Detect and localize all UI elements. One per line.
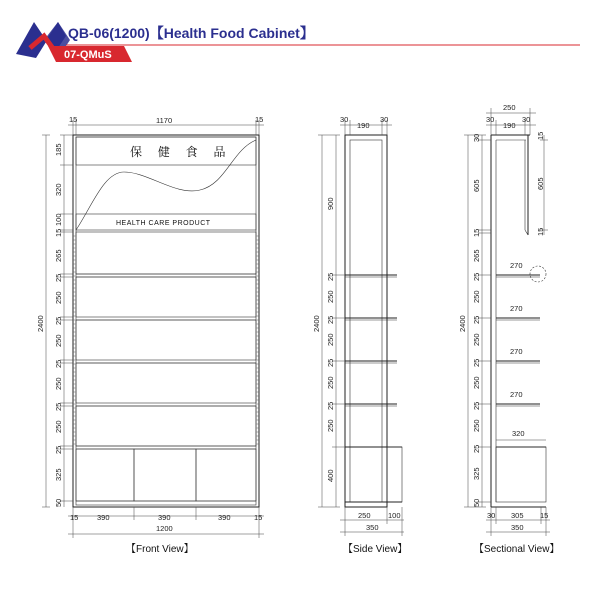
dim-front-250-c: 250 — [54, 377, 63, 390]
dim-front-bottom-390-b: 390 — [158, 513, 171, 522]
dim-sec-shelf-270-a: 270 — [510, 261, 523, 270]
dim-sec-25-c: 25 — [472, 358, 481, 367]
dim-side-bottom-350: 350 — [366, 523, 379, 532]
product-code: 07-QMuS — [64, 49, 112, 61]
sectional-sign-bracket — [525, 135, 528, 235]
dim-front-top-15-right: 15 — [255, 115, 264, 124]
dim-sec-right-15-bottom: 15 — [536, 227, 545, 236]
dim-sec-250-d: 250 — [472, 419, 481, 432]
dim-front-15: 15 — [54, 228, 63, 237]
dim-front-25-b: 25 — [54, 316, 63, 325]
side-view — [312, 115, 407, 555]
dim-side-top-30-right: 30 — [380, 115, 389, 124]
dim-sec-2400: 2400 — [458, 315, 467, 332]
dim-front-top-15-left: 15 — [69, 115, 78, 124]
dim-sec-250-a: 250 — [472, 290, 481, 303]
dim-front-250-d: 250 — [54, 420, 63, 433]
dim-side-top-30-left: 30 — [340, 115, 349, 124]
dim-side-bottom-100: 100 — [388, 511, 401, 520]
dim-front-width-1200: 1200 — [156, 524, 173, 533]
dim-side-25-a: 25 — [326, 272, 335, 281]
front-rail-ticks — [74, 236, 259, 444]
dim-front-25-e: 25 — [54, 445, 63, 454]
dim-sec-shelf-270-b: 270 — [510, 304, 523, 313]
dim-side-250-c: 250 — [326, 376, 335, 389]
dim-sec-bottom-350: 350 — [511, 523, 524, 532]
side-base-cabinet — [345, 447, 402, 502]
dim-side-25-d: 25 — [326, 401, 335, 410]
front-outer-frame — [73, 135, 259, 507]
dim-front-25-a: 25 — [54, 273, 63, 282]
dim-sec-top-250: 250 — [503, 103, 516, 112]
dim-side-25-c: 25 — [326, 358, 335, 367]
dim-sec-325: 325 — [472, 467, 481, 480]
dim-side-2400: 2400 — [312, 315, 321, 332]
dim-sec-50: 50 — [472, 498, 481, 507]
dim-sec-top-190: 190 — [503, 121, 516, 130]
dim-sec-265: 265 — [472, 249, 481, 262]
front-view — [36, 115, 264, 555]
dim-sec-top-30-right: 30 — [522, 115, 531, 124]
dim-side-250-d: 250 — [326, 419, 335, 432]
dim-front-250-b: 250 — [54, 334, 63, 347]
sign-english-text: HEALTH CARE PRODUCT — [116, 220, 211, 227]
dim-sec-bottom-305: 305 — [511, 511, 524, 520]
dim-sec-25-a: 25 — [472, 272, 481, 281]
dim-front-250-a: 250 — [54, 291, 63, 304]
dim-sec-25-e: 25 — [472, 444, 481, 453]
side-outer-frame — [345, 135, 387, 507]
dim-front-bottom-390-c: 390 — [218, 513, 231, 522]
dim-sec-top-30-left: 30 — [486, 115, 495, 124]
header — [16, 22, 580, 62]
dim-sec-right-15-top: 15 — [536, 131, 545, 140]
dim-sec-shelf-270-d: 270 — [510, 390, 523, 399]
sectional-detail-circle — [530, 266, 546, 282]
dim-sec-25-d: 25 — [472, 401, 481, 410]
dim-side-top-190: 190 — [357, 121, 370, 130]
dim-front-top-1170: 1170 — [156, 116, 173, 125]
front-base-doors — [76, 449, 256, 501]
dim-front-265: 265 — [54, 249, 63, 262]
sectional-view-caption: 【Sectional View】 — [474, 544, 560, 555]
sectional-view — [458, 103, 559, 555]
dim-sec-bottom-15: 15 — [540, 511, 549, 520]
dim-sec-30: 30 — [472, 133, 481, 142]
dim-sec-shelf-320: 320 — [512, 429, 525, 438]
dim-front-320: 320 — [54, 183, 63, 196]
dim-front-bottom-15-left: 15 — [70, 513, 79, 522]
dim-front-bottom-15-right: 15 — [254, 513, 263, 522]
dim-side-25-b: 25 — [326, 315, 335, 324]
dim-sec-shelf-270-c: 270 — [510, 347, 523, 356]
dim-sec-bottom-30: 30 — [487, 511, 496, 520]
dim-front-100: 100 — [54, 213, 63, 226]
dim-front-325: 325 — [54, 468, 63, 481]
dim-front-2400: 2400 — [36, 315, 45, 332]
dim-sec-right-605: 605 — [536, 177, 545, 190]
page-title: QB-06(1200)【Health Food Cabinet】 — [68, 25, 314, 41]
front-view-caption: 【Front View】 — [126, 544, 194, 555]
dim-front-185: 185 — [54, 143, 63, 156]
dim-sec-25-b: 25 — [472, 315, 481, 324]
dim-sec-250-c: 250 — [472, 376, 481, 389]
dim-sec-250-b: 250 — [472, 333, 481, 346]
sectional-base-cabinet — [491, 447, 546, 507]
dim-side-900: 900 — [326, 197, 335, 210]
dim-front-50: 50 — [54, 498, 63, 507]
side-view-caption: 【Side View】 — [343, 544, 408, 555]
sign-chinese-text: 保 健 食 品 — [130, 145, 232, 159]
dim-sec-15: 15 — [472, 228, 481, 237]
sectional-shelves — [496, 275, 540, 406]
dim-side-250-a: 250 — [326, 290, 335, 303]
front-shelves — [76, 232, 256, 449]
dim-front-bottom-390-a: 390 — [97, 513, 110, 522]
dim-side-400: 400 — [326, 469, 335, 482]
dim-front-25-c: 25 — [54, 359, 63, 368]
side-shelf-arms — [345, 275, 397, 406]
dim-side-250-b: 250 — [326, 333, 335, 346]
dim-sec-605: 605 — [472, 179, 481, 192]
dim-front-25-d: 25 — [54, 402, 63, 411]
dim-side-bottom-250: 250 — [358, 511, 371, 520]
